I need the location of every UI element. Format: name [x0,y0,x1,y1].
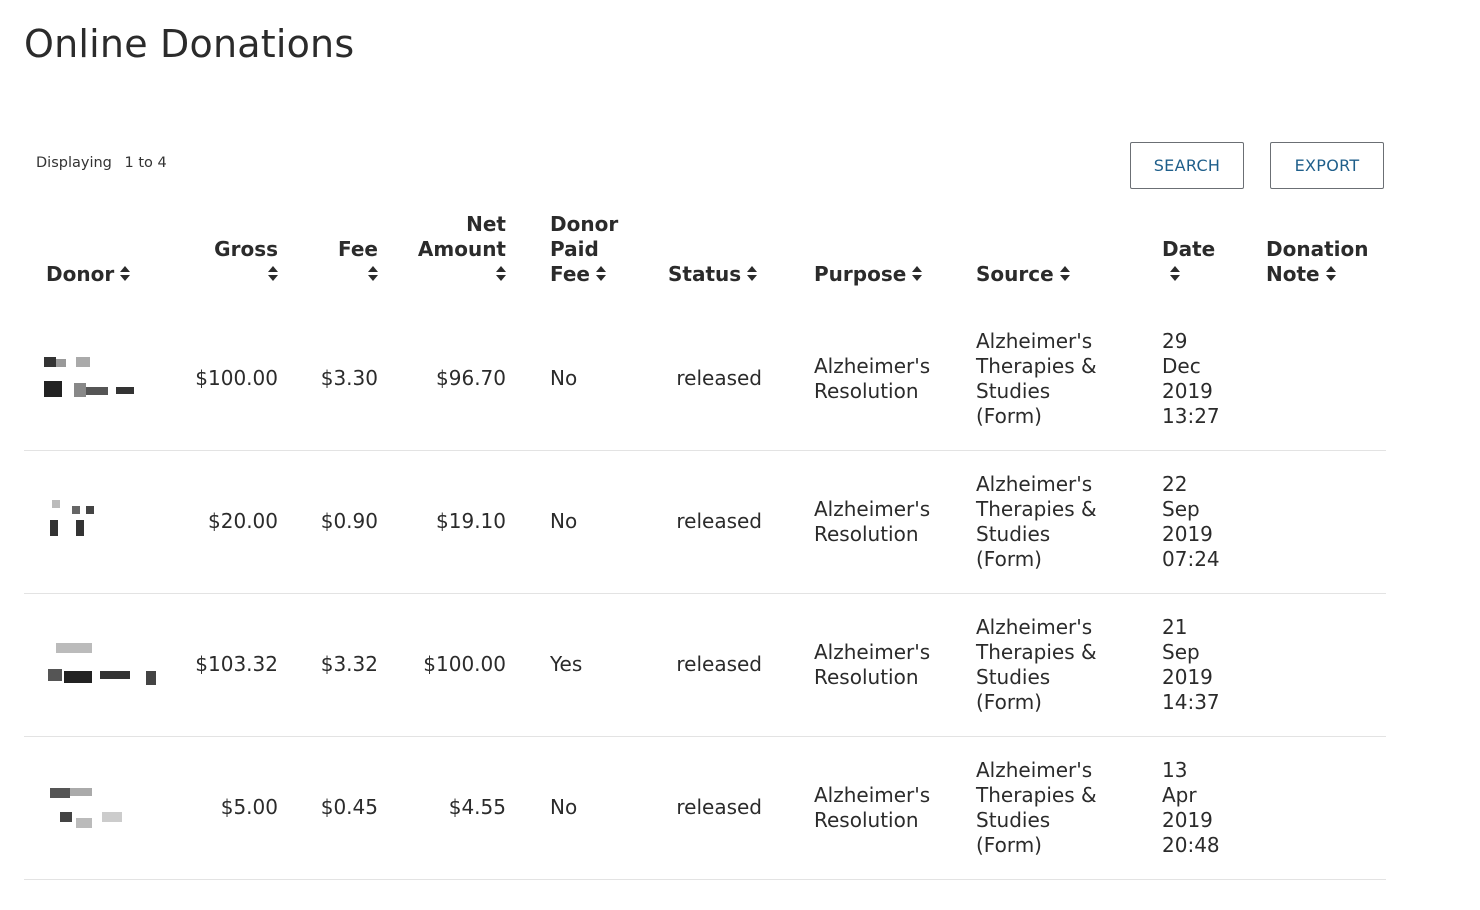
purpose-cell: Alzheimer's Resolution [814,354,931,403]
pagination-range: 1 to 4 [124,155,167,171]
status-cell: released [676,509,762,533]
sort-icon [596,266,606,282]
sort-icon [1326,266,1336,282]
table-row[interactable] [24,450,1386,594]
source-cell: Alzheimer's Therapies & Studies (Form) [976,329,1097,428]
sort-icon [268,266,278,282]
table-row[interactable] [24,307,1386,451]
donor-paid-fee-cell: No [550,795,578,819]
donor-name-redacted [42,498,142,548]
table-row[interactable] [24,736,1386,880]
search-button[interactable]: SEARCH [1130,142,1244,189]
net-amount-cell: $96.70 [436,366,506,390]
donor-name-redacted [42,784,142,834]
status-cell: released [676,652,762,676]
net-amount-cell: $4.55 [448,795,506,819]
status-cell: released [676,795,762,819]
sort-icon [747,266,757,282]
sort-icon [368,266,378,282]
page-title: Online Donations [24,22,355,66]
column-header-gross[interactable]: Gross [178,237,278,287]
fee-cell: $0.90 [320,509,378,533]
column-header-purpose[interactable]: Purpose [814,262,922,287]
column-header-donor[interactable]: Donor [46,262,130,287]
column-header-status[interactable]: Status [668,262,757,287]
fee-cell: $0.45 [320,795,378,819]
column-header-net-amount[interactable]: Net Amount [396,212,506,287]
net-amount-cell: $100.00 [423,652,506,676]
column-header-fee[interactable]: Fee [300,237,378,287]
date-cell: 13 Apr 2019 20:48 [1162,758,1220,857]
table-row[interactable] [24,593,1386,737]
fee-cell: $3.32 [320,652,378,676]
sort-icon [496,266,506,282]
donor-paid-fee-cell: Yes [550,652,583,676]
status-cell: released [676,366,762,390]
donor-paid-fee-cell: No [550,509,578,533]
purpose-cell: Alzheimer's Resolution [814,783,931,832]
donor-name-redacted [42,355,142,405]
column-header-source[interactable]: Source [976,262,1070,287]
export-button[interactable]: EXPORT [1270,142,1384,189]
source-cell: Alzheimer's Therapies & Studies (Form) [976,758,1097,857]
column-header-donation-note[interactable]: Donation Note [1266,237,1369,286]
donor-name-redacted [42,641,162,691]
source-cell: Alzheimer's Therapies & Studies (Form) [976,472,1097,571]
gross-cell: $5.00 [220,795,278,819]
gross-cell: $103.32 [195,652,278,676]
gross-cell: $100.00 [195,366,278,390]
date-cell: 21 Sep 2019 14:37 [1162,615,1220,714]
purpose-cell: Alzheimer's Resolution [814,497,931,546]
date-cell: 22 Sep 2019 07:24 [1162,472,1220,571]
date-cell: 29 Dec 2019 13:27 [1162,329,1220,428]
donor-paid-fee-cell: No [550,366,578,390]
gross-cell: $20.00 [208,509,278,533]
sort-icon [1060,266,1070,282]
sort-icon [912,266,922,282]
sort-icon [120,266,130,282]
column-header-date[interactable]: Date [1162,237,1215,287]
pagination-summary [36,155,167,171]
pagination-label: Displaying [36,155,112,171]
fee-cell: $3.30 [320,366,378,390]
column-header-donor-paid-fee[interactable]: Donor Paid Fee [550,212,619,286]
sort-icon [1170,266,1180,282]
purpose-cell: Alzheimer's Resolution [814,640,931,689]
net-amount-cell: $19.10 [436,509,506,533]
source-cell: Alzheimer's Therapies & Studies (Form) [976,615,1097,714]
